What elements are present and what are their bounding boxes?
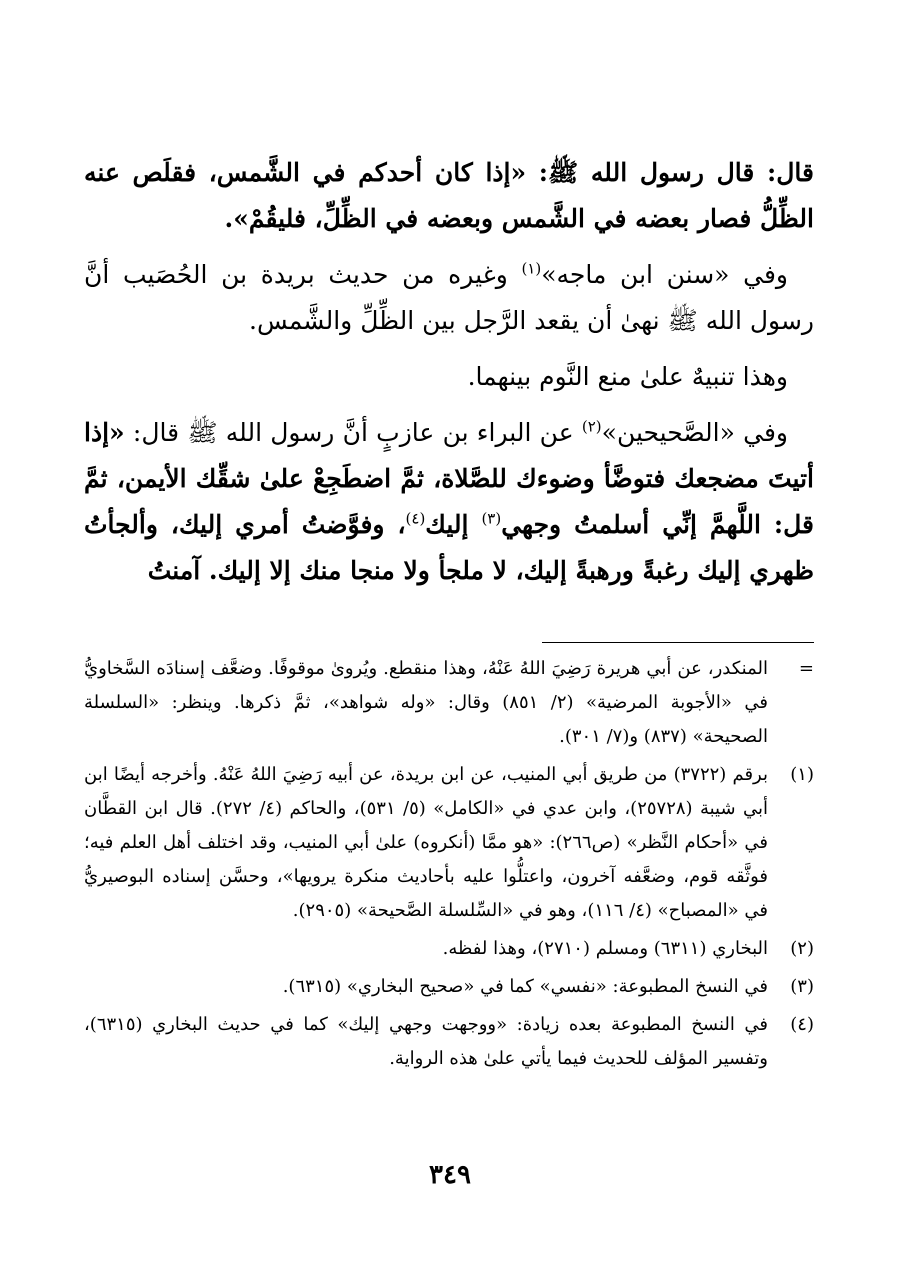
footnote-text: في النسخ المطبوعة: «نفسي» كما في «صحيح البخاري» (٦٣١٥). xyxy=(282,976,768,997)
paragraph-4-dua-ilayk: إليك xyxy=(425,510,482,539)
footnote-marker: (٤) xyxy=(790,1014,814,1035)
footnote-continued xyxy=(84,652,814,754)
paragraph-hadith-sun-shade xyxy=(84,150,814,242)
footnote-ref-3[interactable]: (٣) xyxy=(481,509,502,528)
footnote-1 xyxy=(84,758,814,928)
footnote-marker: (٣) xyxy=(790,976,814,997)
paragraph-4-narrator: عن البراء بن عازبٍ أنَّ رسول الله ﷺ قال: xyxy=(124,418,582,447)
paragraph-3-text: وهذا تنبيهٌ علىٰ منع النَّوم بينهما. xyxy=(467,362,788,391)
paragraph-4-dua-start: «إذا أتيتَ مضجعك فتوضَّأ وضوءك للصَّلاة، ثمَّ اضطَجِعْ علىٰ شقِّك الأيمن، ثمَّ قل: اللَّهمَّ إنِّي أسلمتُ وجهي xyxy=(84,418,814,539)
paragraph-ibn-majah xyxy=(84,252,814,344)
paragraph-note-sleep xyxy=(84,354,814,400)
footnote-text: في النسخ المطبوعة بعده زيادة: «ووجهت وجهي إليك» كما في حديث البخاري (٦٣١٥)، وتفسير المؤلف للحديث فيما يأتي علىٰ هذه الرواية. xyxy=(84,1014,768,1069)
footnote-text: المنكدر، عن أبي هريرة رَضِيَ اللهُ عَنْهُ، وهذا منقطع. ويُروىٰ موقوفًا. وضعَّف إسنادَه السَّخاويُّ في «الأجوبة المرضية» (٢/ ٨٥١) وقال: «وله شواهد»، ثمَّ ذكرها. وينظر: «السلسلة الصحيحة» (٨٣٧) و(٧/ ٣٠١). xyxy=(84,658,768,747)
page-number: ٣٤٩ xyxy=(429,1160,471,1190)
main-text xyxy=(84,150,814,594)
footnote-4 xyxy=(84,1008,814,1076)
footnote-text: برقم (٣٧٢٢) من طريق أبي المنيب، عن ابن بريدة، عن أبيه رَضِيَ اللهُ عَنْهُ. وأخرجه أيضًا ابن أبي شيبة (٢٥٧٢٨)، وابن عدي في «الكامل» (٥/ ٥٣١)، والحاكم (٤/ ٢٧٢). قال ابن القطَّان في «أحكام النَّظر» (ص٢٦٦): «هو ممَّا (أنكروه) علىٰ أبي المنيب، وقد اختلف أهل العلم فيه؛ فوثَّقه قوم، وضعَّفه آخرون، واعتلُّوا عليه بأحاديث منكرة يرويها»، وحسَّن إسناده البوصيريُّ في «المصباح» (٤/ ١١٦)، وهو في «السِّلسلة الصَّحيحة» (٢٩٠٥). xyxy=(84,764,768,921)
footnote-separator xyxy=(542,642,814,643)
paragraph-4-dua-rest: ، وفوَّضتُ أمري إليك، وألجأتُ ظهري إليك رغبةً ورهبةً إليك، لا ملجأ ولا منجا منك إلا إليك. آمنتُ xyxy=(84,510,814,585)
footnote-marker: (١) xyxy=(790,764,814,785)
paragraph-sahihayn xyxy=(84,410,814,594)
footnote-ref-4[interactable]: (٤) xyxy=(405,509,426,528)
footnote-marker: (٢) xyxy=(790,938,814,959)
paragraph-1-text: قال: قال رسول الله ﷺ: «إذا كان أحدكم في الشَّمس، فقلَص عنه الظِّلُّ فصار بعضه في الشَّمس وبعضه في الظِّلِّ، فليقُمْ». xyxy=(84,158,814,233)
footnote-2 xyxy=(84,932,814,966)
paragraph-4-intro: وفي «الصَّحيحين» xyxy=(601,418,788,447)
footnote-3 xyxy=(84,970,814,1004)
paragraph-2-before: وفي «سنن ابن ماجه» xyxy=(541,260,788,289)
footnote-marker: = xyxy=(798,658,814,679)
footnote-ref-1[interactable]: (١) xyxy=(521,259,542,278)
footnote-text: البخاري (٦٣١١) ومسلم (٢٧١٠)، وهذا لفظه. xyxy=(442,938,768,959)
footnotes xyxy=(84,652,814,1076)
footnote-ref-2[interactable]: (٢) xyxy=(581,417,602,436)
paragraph-2-after: وغيره من حديث بريدة بن الحُصَيب أنَّ رسول الله ﷺ نهىٰ أن يقعد الرَّجل بين الظِّلِّ والشَّمس. xyxy=(84,260,814,335)
